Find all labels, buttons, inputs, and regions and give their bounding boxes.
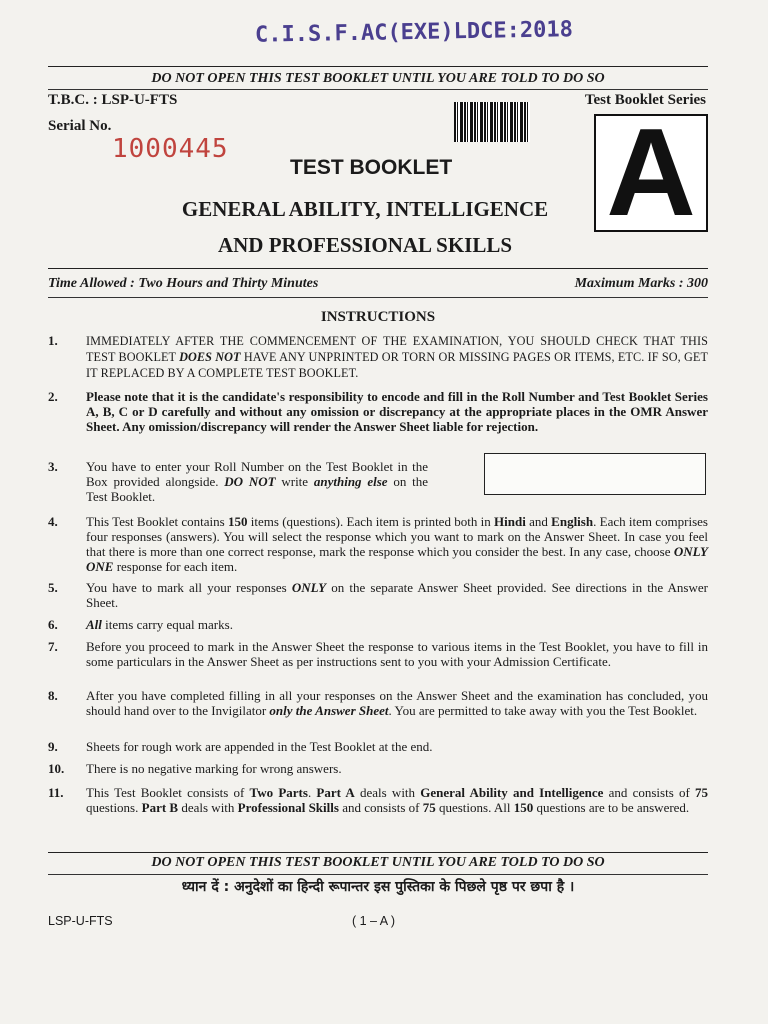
instruction-number: 8. (48, 688, 58, 703)
instruction-number: 6. (48, 617, 58, 632)
instruction-text-segment: Hindi (494, 514, 526, 529)
barcode (454, 102, 530, 142)
instruction-text-segment: questions. (86, 800, 142, 815)
instruction-text-segment: and consists of (603, 785, 696, 800)
maximum-marks: Maximum Marks : 300 (574, 276, 708, 291)
time-rule-bottom (48, 297, 708, 298)
instruction-text-segment: All (86, 617, 102, 632)
time-row (48, 276, 708, 292)
series-box (594, 104, 708, 242)
instruction-text-segment: and consists of (338, 800, 423, 815)
instruction-text-segment: Before you proceed to mark in the Answer Sheet the response to various items in the Test Booklet, you have to fill in some particulars in the Answer Sheet as per instructions sent to you with your Admission Certificate. (86, 639, 708, 669)
instruction-text-segment: 75 (695, 785, 709, 800)
instruction-text-segment: You have to mark all your responses (86, 580, 292, 595)
subject-title-line2: AND PROFESSIONAL SKILLS (217, 233, 513, 257)
instruction-text-segment: HAVE ANY UNPRINTED OR TORN OR MISSING PAGES OR ITEMS, ETC. IF SO, GET IT REPLACED BY A COMPLETE TEST BOOKLET. (86, 350, 709, 380)
serial-label: Serial No. (48, 118, 112, 134)
top-rule-lower (48, 89, 708, 90)
series-label: Test Booklet Series (584, 92, 706, 108)
instruction-text-segment: General Ability and Intelligence (420, 785, 604, 800)
bottom-rule-lower (48, 874, 708, 875)
instruction-text-segment: Two Parts (249, 785, 308, 800)
instruction-text (86, 580, 708, 610)
instruction-number: 7. (48, 639, 58, 654)
time-rule-top (48, 268, 708, 269)
instruction-number: 11. (48, 785, 64, 800)
instruction-text-segment: After you have completed filling in all your responses on the Answer Sheet and the examination has concluded, you should hand over to the Invigilator (86, 688, 708, 718)
roll-number-box[interactable] (484, 453, 706, 495)
page-number: ( 1 – A ) (352, 914, 396, 928)
instruction-text-segment: write (275, 474, 314, 489)
instruction-text-segment: . You are permitted to take away with you the Test Booklet. (388, 703, 698, 718)
tbc-code: T.B.C. : LSP-U-FTS (48, 92, 178, 108)
instruction-text-segment: 150 (227, 514, 248, 529)
instruction-number: 1. (48, 333, 58, 348)
instruction-text (86, 688, 708, 718)
instruction-number: 9. (48, 739, 58, 754)
instruction-text-segment: Professional Skills (237, 800, 339, 815)
instruction-item (48, 514, 708, 574)
top-rule (48, 66, 708, 67)
instruction-text-segment: Part B (141, 800, 179, 815)
top-warning-banner: DO NOT OPEN THIS TEST BOOKLET UNTIL YOU ARE TOLD TO DO SO (151, 71, 605, 86)
serial-number: 1000445 (112, 134, 229, 164)
instruction-text-segment: Please note that it is the candidate's responsibility to encode and fill in the Roll Number and Test Booklet Series A, B, C or D carefully and without any omission or discrepancy at the appropriate places in the OMR Answer Sheet. Any omission/discrepancy will render the Answer Sheet liable for rejection. (86, 389, 708, 434)
instruction-text-segment: IMMEDIATELY AFTER THE COMMENCEMENT OF THE EXAMINATION, YOU SHOULD CHECK THAT THIS TEST BOOKLET (86, 334, 708, 364)
instruction-text-segment: Sheets for rough work are appended in the Test Booklet at the end. (86, 739, 433, 754)
instruction-text-segment: Part A (316, 785, 355, 800)
hindi-note: ध्यान दें : अनुदेशों का हिन्दी रूपान्तर इस पुस्तिका के पिछले पृष्ठ पर छपा है । (181, 879, 575, 895)
instruction-text-segment: questions. All (435, 800, 514, 815)
instruction-number: 2. (48, 389, 58, 404)
instruction-text-segment: items carry equal marks. (101, 617, 233, 632)
instruction-text-segment: response for each item. (113, 559, 238, 574)
instruction-text (86, 459, 428, 504)
series-letter: A (606, 104, 696, 242)
instruction-text-segment: on the Test Booklet. (86, 474, 428, 504)
instruction-text-segment: deals with (178, 800, 238, 815)
instruction-text-segment: There is no negative marking for wrong answers. (86, 761, 342, 776)
instruction-text (86, 739, 708, 754)
instruction-item (48, 739, 708, 754)
instruction-item (48, 761, 708, 776)
instruction-item (48, 389, 708, 434)
time-allowed: Time Allowed : Two Hours and Thirty Minutes (48, 276, 319, 291)
bottom-rule (48, 852, 708, 853)
instruction-text-segment: . (307, 785, 317, 800)
instruction-item (48, 785, 708, 815)
instruction-item (48, 459, 428, 504)
instruction-text-segment: DOES NOT (179, 350, 241, 364)
instruction-number: 4. (48, 514, 58, 529)
bottom-warning-banner: DO NOT OPEN THIS TEST BOOKLET UNTIL YOU ARE TOLD TO DO SO (151, 855, 605, 870)
instruction-text-segment: ONLY (291, 580, 327, 595)
instruction-text (86, 389, 708, 434)
instruction-number: 10. (48, 761, 65, 776)
instruction-text-segment: English (551, 514, 594, 529)
instruction-item (48, 617, 708, 632)
instruction-text (86, 514, 708, 574)
instruction-text-segment: questions are to be answered. (533, 800, 690, 815)
instruction-text (86, 639, 708, 669)
instruction-text-segment: and (525, 514, 552, 529)
instruction-text-segment: DO NOT (224, 474, 276, 489)
instruction-number: 3. (48, 459, 58, 474)
instruction-text-segment: This Test Booklet consists of (86, 785, 250, 800)
subject-title-line1: GENERAL ABILITY, INTELLIGENCE (181, 197, 549, 221)
booklet-title: TEST BOOKLET (290, 156, 453, 179)
instruction-number: 5. (48, 580, 58, 595)
instruction-text (86, 785, 708, 815)
instruction-text-segment: deals with (354, 785, 421, 800)
instruction-text (86, 761, 708, 776)
instruction-text (86, 333, 708, 381)
instruction-item (48, 333, 708, 381)
instruction-text-segment: You have to enter your Roll Number on the Test Booklet in the Box provided alongside. (86, 459, 428, 489)
instruction-item (48, 688, 708, 718)
instruction-text-segment: This Test Booklet contains (86, 514, 228, 529)
instruction-text-segment: anything else (313, 474, 388, 489)
instruction-text-segment: only the Answer Sheet (269, 703, 389, 718)
instruction-text-segment: 75 (422, 800, 436, 815)
instruction-text-segment: ONLY ONE (86, 544, 708, 574)
footer-code: LSP-U-FTS (48, 914, 113, 928)
instruction-item (48, 580, 708, 610)
exam-stamp: C.I.S.F.AC(EXE)LDCE:2018 (254, 17, 574, 48)
instruction-text-segment: on the separate Answer Sheet provided. See directions in the Answer Sheet. (86, 580, 708, 610)
instructions-heading: INSTRUCTIONS (320, 309, 436, 325)
instruction-text-segment: 150 (513, 800, 534, 815)
instruction-text (86, 617, 708, 632)
instruction-text-segment: . Each item comprises four responses (answers). You will select the response which you want to mark on the Answer Sheet. In case you feel that there is more than one correct response, mark the response which you consider the best. In any case, choose (86, 514, 708, 559)
instruction-item (48, 639, 708, 669)
instruction-text-segment: items (questions). Each item is printed both in (247, 514, 495, 529)
